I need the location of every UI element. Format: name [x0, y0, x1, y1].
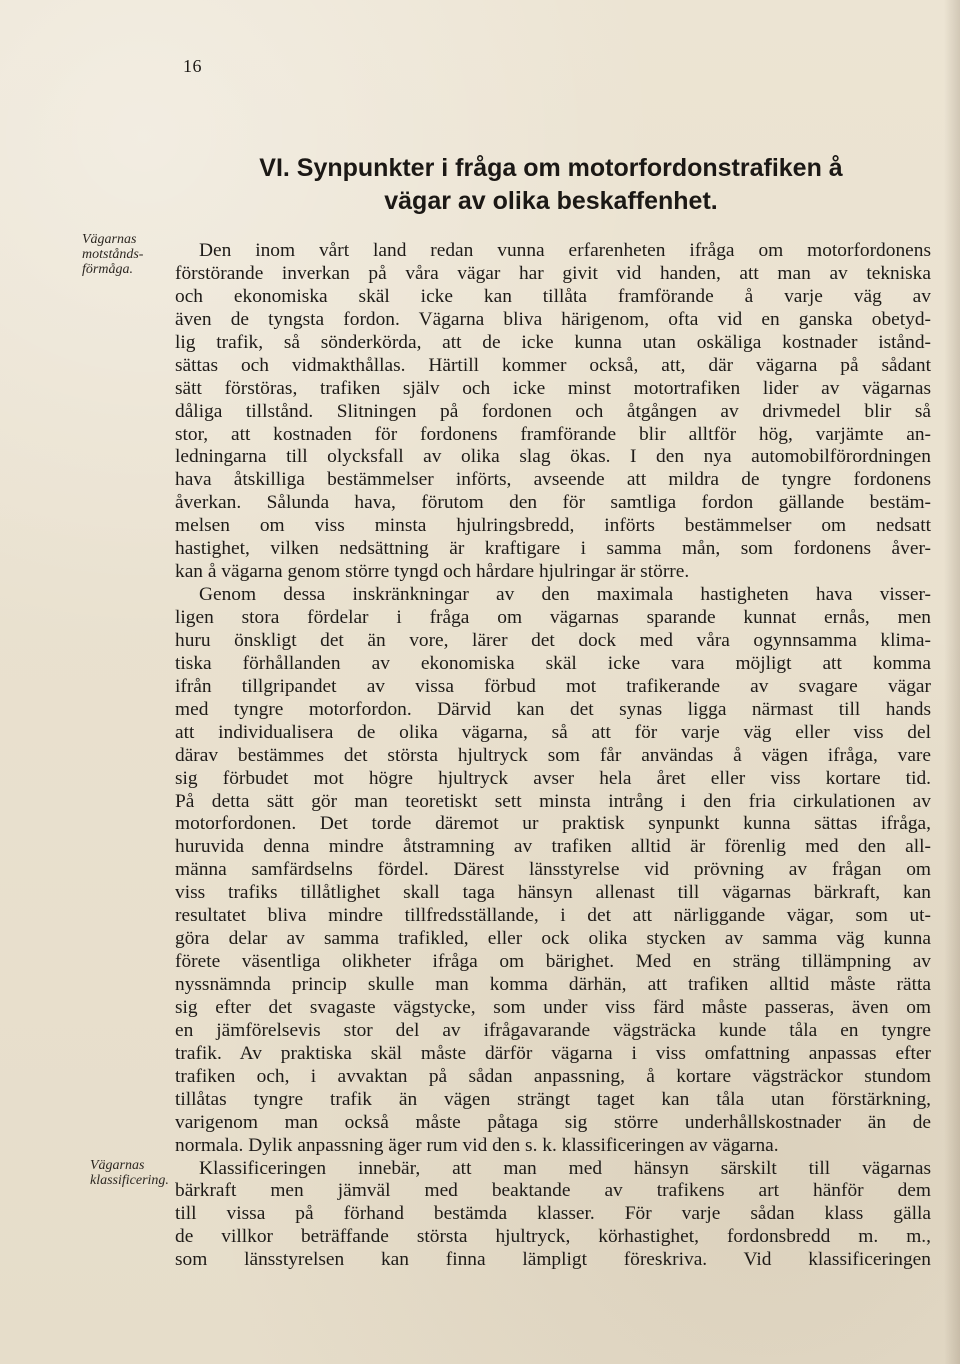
margin-note-line: förmåga.	[82, 262, 133, 277]
margin-note-line: motstånds-	[82, 247, 144, 262]
body-line: dåliga tillstånd. Slitningen på fordonen och åtgången av drivmedel blir så	[175, 400, 931, 422]
body-line: tillåtas tyngre trafik än vägen strängt taget kan tåla utan förstärkning,	[175, 1088, 931, 1110]
body-line: hastighet, vilken nedsättning är kraftigare i samma mån, som fordonens åver-	[175, 538, 931, 560]
body-line: som länsstyrelsen kan finna lämpligt föreskriva. Vid klassificeringen	[175, 1249, 931, 1271]
margin-note-line: Vägarnas	[82, 232, 137, 247]
body-line: de villkor beträffande största hjultryck, körhastighet, fordonsbredd m. m.,	[175, 1226, 931, 1248]
body-line: varigenom man också måste påtaga sig större underhållskostnader än de	[175, 1111, 931, 1133]
margin-note-vagarnas-motstandsformaga	[82, 232, 172, 277]
chapter-title	[206, 152, 896, 218]
body-line: männa samfärdselns fördel. Därest länsstyrelse vid prövning av frågan om	[175, 859, 931, 881]
body-line: Genom dessa inskränkningar av den maximala hastigheten hava visser-	[199, 584, 931, 606]
body-line: förstörande inverkan på våra vägar har givit vid handen, att man av tekniska	[175, 262, 931, 284]
body-line: och ekonomiska skäl icke kan tillåta framförande å varje väg av	[175, 285, 931, 307]
chapter-title-line-2: vägar av olika beskaffenhet.	[384, 187, 718, 215]
body-line: lig trafik, så sönderkörda, att de icke kunna utan oskäliga kostnader istånd-	[175, 331, 931, 353]
body-line: till vissa på förhand bestämda klasser. För varje sådan klass gälla	[175, 1203, 931, 1225]
body-line: ifrån tillgripandet av vissa förbud mot trafikerande av svagare vägar	[175, 675, 931, 697]
body-line: ligen stora fördelar i fråga om vägarnas sparande kunnat ernås, men	[175, 607, 931, 628]
body-line: kan å vägarna genom större tyngd och hårdare hjulringar är större.	[175, 561, 690, 583]
body-line: trafik. Av praktiska skäl måste därför vägarna i viss omfattning anpassas efter	[175, 1042, 931, 1064]
body-line: tiska förhållanden av ekonomiska skäl icke vara möjligt att komma	[175, 652, 931, 674]
body-line: sig efter det svagaste vägstycke, som under viss färd måste passeras, även om	[175, 996, 931, 1018]
body-line: därav bestämmes det största hjultryck som får användas å vägen ifråga, vare	[175, 744, 931, 766]
body-line: melsen om viss minsta hjulringsbredd, införts bestämmelser om nedsatt	[175, 515, 931, 537]
body-line: att individualisera de olika vägarna, så att för varje väg eller viss del	[175, 721, 931, 743]
margin-note-vagarnas-klassificering	[90, 1158, 180, 1188]
body-line: normala. Dylik anpassning äger rum vid den s. k. klassificeringen av vägarna.	[175, 1134, 779, 1156]
body-line: en jämförelsevis stor del av ifrågavarande vägsträcka kunde tåla en tyngre	[175, 1019, 931, 1041]
body-line: huru önskligt det än vore, lärer det dock med våra ogynnsamma klima-	[175, 629, 931, 651]
body-text	[175, 240, 931, 1272]
body-line: bärkraft men jämväl med beaktande av trafikens art hänför dem	[175, 1180, 931, 1202]
body-line: Den inom vårt land redan vunna erfarenheten ifråga om motorfordonens	[199, 240, 931, 261]
body-line: sättas och vidmakthållas. Härtill kommer också, att, där vägarna på sådant	[175, 354, 931, 376]
body-line: stor, att kostnaden för fordonens framförande blir alltför hög, varjämte an-	[175, 423, 931, 445]
body-line: ledningarna till olycksfall av olika slag ökas. I den nya automobilförordningen	[175, 446, 931, 468]
body-line: göra delar av samma trafikled, eller ock olika stycken av samma väg kunna	[175, 928, 931, 950]
body-line: resultatet bliva mindre tillfredsställande, i det att närliggande vägar, som ut-	[175, 905, 931, 927]
body-line: nyssnämnda princip skulle man komma därhän, att trafiken alltid måste rätta	[175, 974, 931, 995]
body-line: hava åtskilliga bestämmelser införts, avseende att mildra de tyngre fordonens	[175, 469, 931, 491]
body-line: huruvida denna mindre åtstramning av trafiken alltid är förenlig med den all-	[175, 836, 931, 858]
margin-note-line: klassificering.	[90, 1173, 169, 1188]
chapter-title-line-1: VI. Synpunkter i fråga om motorfordonstrafiken å	[259, 154, 843, 182]
body-line: motorfordonen. Det torde däremot ur praktisk synpunkt kunna sättas ifråga,	[175, 813, 931, 835]
body-line: sätt förstöras, trafiken själv och icke minst motortrafiken lider av vägarnas	[175, 377, 931, 399]
body-line: även de tyngsta fordon. Vägarna bliva härigenom, ofta vid en ganska obetyd-	[175, 308, 931, 330]
body-line: sig förbudet mot högre hjultryck avser hela året eller viss kortare tid.	[175, 767, 931, 789]
body-line: trafiken och, i avvaktan på sådan anpassning, å kortare vägsträckor stundom	[175, 1065, 931, 1087]
margin-note-line: Vägarnas	[90, 1158, 145, 1173]
body-line: åverkan. Sålunda hava, förutom den för samtliga fordon gällande bestäm-	[175, 492, 931, 514]
page-number: 16	[183, 56, 202, 76]
body-line: viss trafiks tillåtlighet skall taga hänsyn allenast till vägarnas bärkraft, kan	[175, 882, 931, 904]
body-line: På detta sätt gör man teoretiskt sett minsta intrång i den fria cirkulationen av	[175, 790, 931, 812]
body-line: med tyngre motorfordon. Därvid kan det synas ligga närmast till hands	[175, 698, 931, 720]
body-line: Klassificeringen innebär, att man med hänsyn särskilt till vägarnas	[199, 1157, 931, 1179]
body-line: förete väsentliga olikheter ifråga om bärighet. Med en sträng tillämpning av	[175, 951, 931, 973]
